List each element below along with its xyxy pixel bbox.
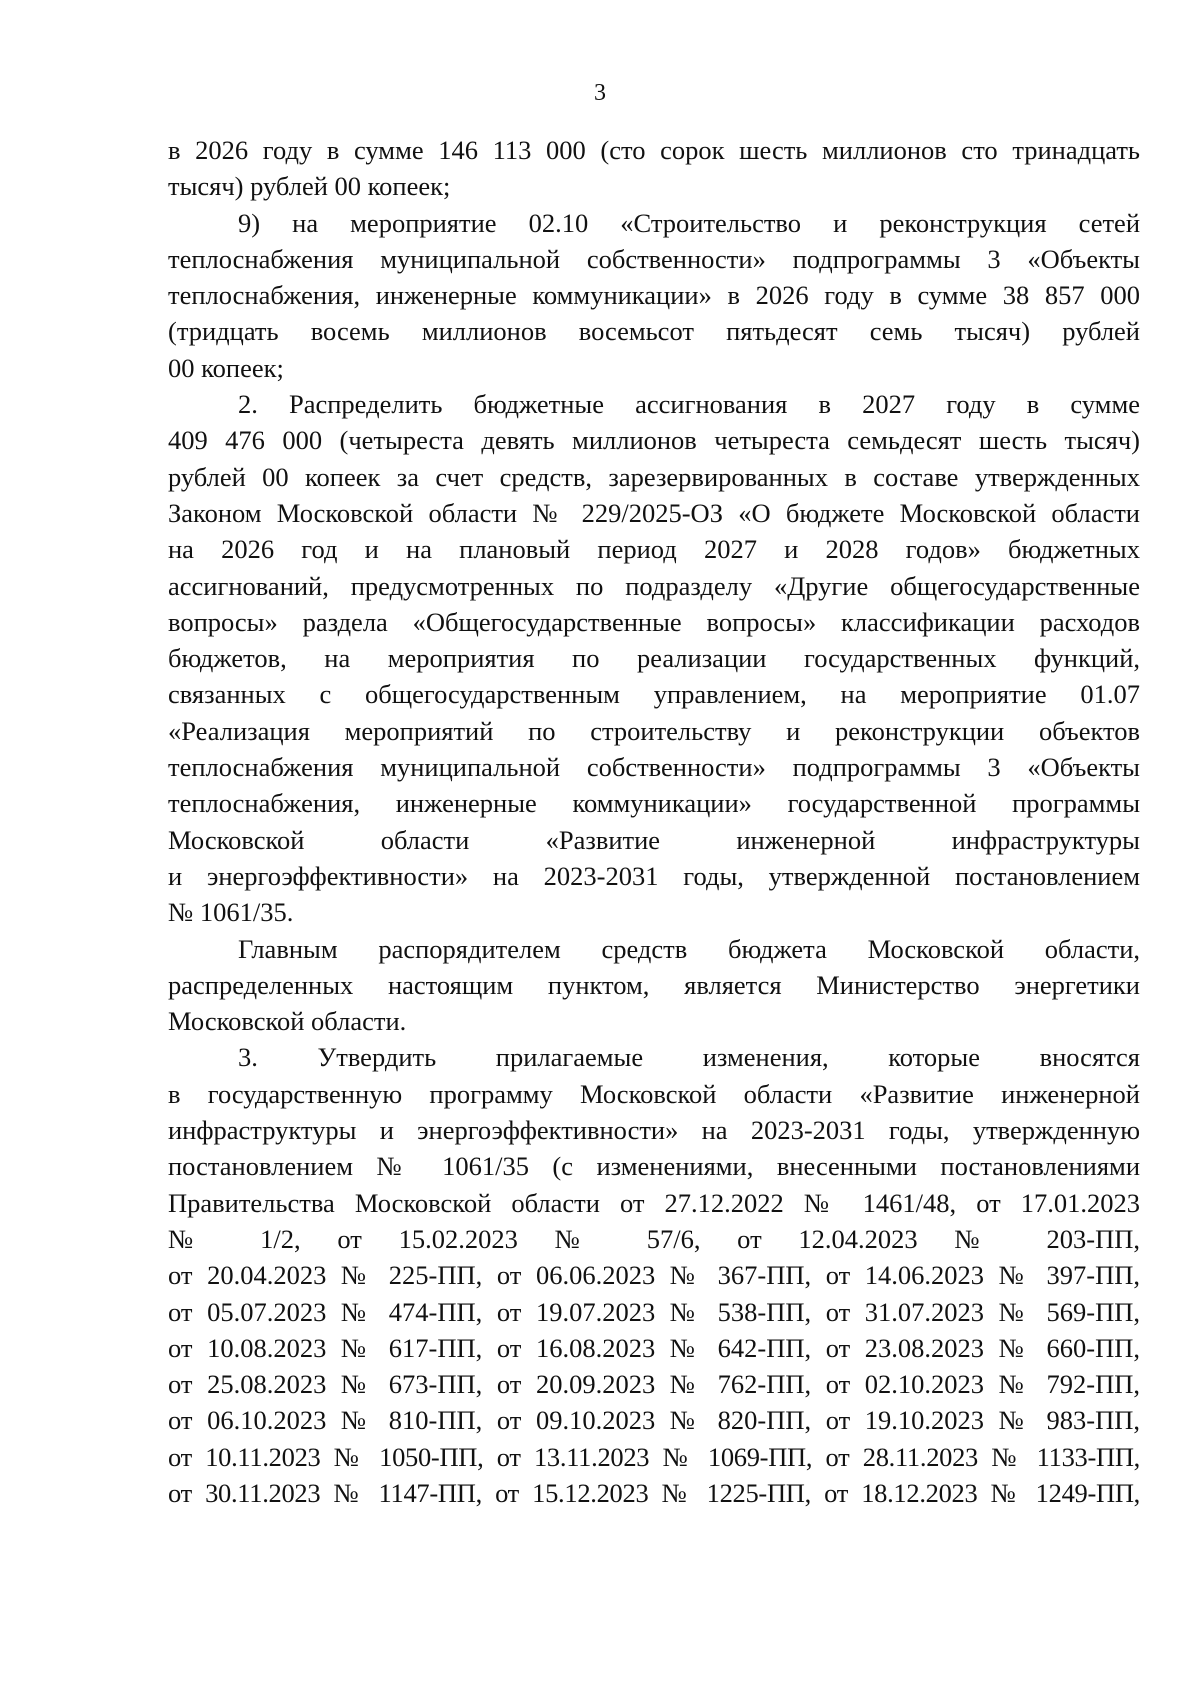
text-line: теплоснабжения муниципальной собственности» подпрограммы 3 «Объекты — [168, 752, 1140, 783]
text-line: 2. Распределить бюджетные ассигнования в 2027 году в сумме — [238, 389, 1140, 420]
text-line: теплоснабжения, инженерные коммуникации» в 2026 году в сумме 38 857 000 — [168, 280, 1140, 311]
text-line: теплоснабжения, инженерные коммуникации» государственной программы — [168, 788, 1140, 819]
text-line: от 05.07.2023 № 474-ПП, от 19.07.2023 № 538-ПП, от 31.07.2023 № 569-ПП, — [168, 1296, 1140, 1327]
text-line: от 06.10.2023 № 810-ПП, от 09.10.2023 № 820-ПП, от 19.10.2023 № 983-ПП, — [168, 1405, 1140, 1436]
text-line: ассигнований, предусмотренных по подразделу «Другие общегосударственные — [168, 570, 1140, 601]
text-line: от 30.11.2023 № 1147-ПП, от 15.12.2023 № 1225-ПП, от 18.12.2023 № 1249-ПП, — [168, 1477, 1140, 1508]
text-line: Законом Московской области № 229/2025-ОЗ «О бюджете Московской области — [168, 497, 1140, 528]
text-line: 3. Утвердить прилагаемые изменения, которые вносятся — [238, 1042, 1140, 1073]
text-line: Главным распорядителем средств бюджета Московской области, — [238, 933, 1140, 964]
text-line: на 2026 год и на плановый период 2027 и 2028 годов» бюджетных — [168, 534, 1140, 565]
text-line: постановлением № 1061/35 (с изменениями, внесенными постановлениями — [168, 1151, 1140, 1182]
text-line: теплоснабжения муниципальной собственности» подпрограммы 3 «Объекты — [168, 243, 1140, 274]
text-line: 409 476 000 (четыреста девять миллионов четыреста семьдесят шесть тысяч) — [168, 425, 1140, 456]
text-line: № 1/2, от 15.02.2023 № 57/6, от 12.04.2023 № 203-ПП, — [168, 1223, 1140, 1254]
text-line: в государственную программу Московской области «Развитие инженерной — [168, 1078, 1140, 1109]
text-line: инфраструктуры и энергоэффективности» на 2023-2031 годы, утвержденную — [168, 1115, 1140, 1146]
text-line: в 2026 году в сумме 146 113 000 (сто сорок шесть миллионов сто тринадцать — [168, 135, 1140, 165]
text-line: № 1061/35. — [168, 897, 294, 928]
text-line: Московской области. — [168, 1006, 407, 1037]
text-line: тысяч) рублей 00 копеек; — [168, 171, 451, 202]
page-number: 3 — [594, 80, 606, 106]
text-line: распределенных настоящим пунктом, является Министерство энергетики — [168, 969, 1140, 1000]
text-line: Московской области «Развитие инженерной инфраструктуры — [168, 824, 1140, 855]
text-line: от 25.08.2023 № 673-ПП, от 20.09.2023 № 762-ПП, от 02.10.2023 № 792-ПП, — [168, 1369, 1140, 1400]
text-line: рублей 00 копеек за счет средств, зарезервированных в составе утвержденных — [168, 461, 1140, 492]
text-line: (тридцать восемь миллионов восемьсот пятьдесят семь тысяч) рублей — [168, 316, 1140, 347]
text-line: от 10.08.2023 № 617-ПП, от 16.08.2023 № 642-ПП, от 23.08.2023 № 660-ПП, — [168, 1332, 1140, 1363]
text-line: от 20.04.2023 № 225-ПП, от 06.06.2023 № 367-ПП, от 14.06.2023 № 397-ПП, — [168, 1260, 1140, 1291]
text-line: вопросы» раздела «Общегосударственные вопросы» классификации расходов — [168, 606, 1140, 637]
text-line: 9) на мероприятие 02.10 «Строительство и реконструкция сетей — [238, 207, 1140, 238]
text-line: от 10.11.2023 № 1050-ПП, от 13.11.2023 № 1069-ПП, от 28.11.2023 № 1133-ПП, — [168, 1441, 1140, 1472]
text-line: 00 копеек; — [168, 352, 284, 383]
text-line: Правительства Московской области от 27.12.2022 № 1461/48, от 17.01.2023 — [168, 1187, 1140, 1218]
text-line: и энергоэффективности» на 2023-2031 годы, утвержденной постановлением — [168, 860, 1140, 891]
text-line: «Реализация мероприятий по строительству и реконструкции объектов — [168, 715, 1140, 746]
document-body — [168, 132, 1140, 1511]
text-line: связанных с общегосударственным управлением, на мероприятие 01.07 — [168, 679, 1140, 710]
text-line: бюджетов, на мероприятия по реализации государственных функций, — [168, 643, 1140, 674]
